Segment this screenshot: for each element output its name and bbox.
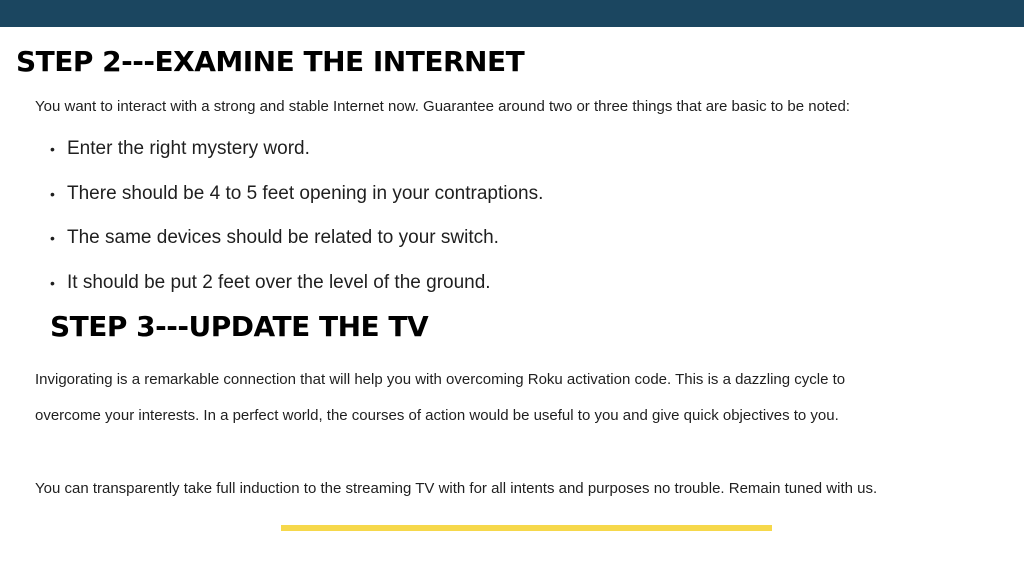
bullet-marker-icon: • [50,185,55,202]
bullet-text: It should be put 2 feet over the level of the ground. [67,271,491,293]
bullet-text: Enter the right mystery word. [67,138,310,159]
bullet-item [50,183,543,205]
bullet-item [50,272,543,294]
bullet-item [50,138,543,160]
accent-underline [281,525,772,531]
step3-paragraph-line1: Invigorating is a remarkable connection that will help you with overcoming Roku activation code. This is a dazzling cycle to [35,371,846,388]
closing-text: You can transparently take full induction to the streaming TV with for all intents and purposes no trouble. Remain tuned with us. [35,480,878,497]
bullet-marker-icon: • [50,141,55,157]
step2-bullet-list [50,138,543,316]
step3-heading: STEP 3---UPDATE THE TV [50,310,429,343]
bullet-marker-icon: • [50,230,55,246]
bullet-marker-icon: • [50,274,55,291]
bullet-text: The same devices should be related to your switch. [67,227,499,248]
step2-heading: STEP 2---EXAMINE THE INTERNET [16,45,525,78]
top-header-bar [0,0,1024,27]
bullet-text: There should be 4 to 5 feet opening in your contraptions. [67,182,544,204]
bullet-item [50,227,543,249]
step3-paragraph-line2: overcome your interests. In a perfect world, the courses of action would be useful to you and give quick objectives to you. [35,407,839,424]
step2-intro-text: You want to interact with a strong and stable Internet now. Guarantee around two or three things that are basic to be noted: [35,98,850,115]
